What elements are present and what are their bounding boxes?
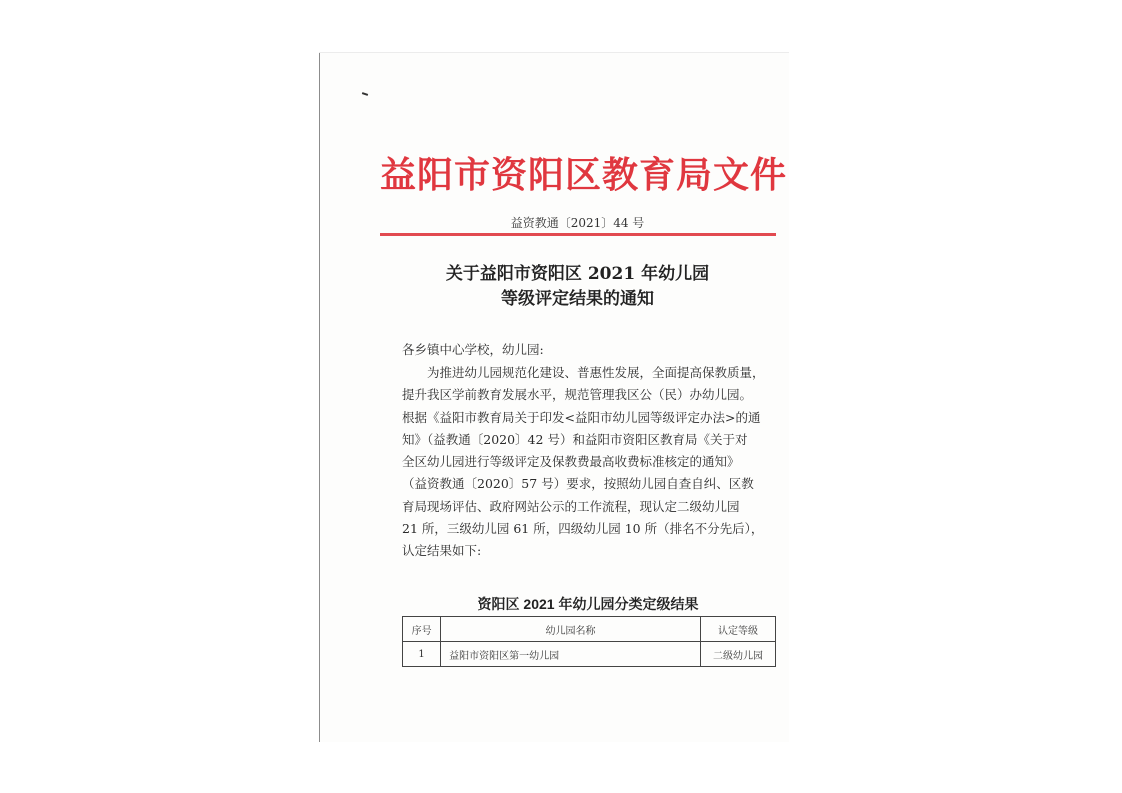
body-paragraph [402,362,774,563]
page-top-edge [319,52,789,53]
body-line: 提升我区学前教育发展水平，规范管理我区公（民）办幼儿园。 [402,387,753,403]
body-line: 认定结果如下: [402,543,482,559]
body-line: 根据《益阳市教育局关于印发<益阳市幼儿园等级评定办法>的通 [402,409,761,425]
red-divider-rule [380,233,776,236]
salutation: 各乡镇中心学校，幼儿园: [402,342,544,357]
page-left-edge [319,52,320,742]
row-kindergarten-name: 益阳市资阳区第一幼儿园 [441,642,701,667]
subject-line-1: 关于益阳市资阳区 2021 年幼儿园 [445,264,710,284]
row-grade: 二级幼儿园 [700,642,775,667]
body-line: 知》（益教通〔2020〕42 号）和益阳市资阳区教育局《关于对 [402,431,748,447]
row-index: 1 [403,642,441,667]
document-number: 益资教通〔2021〕44 号 [510,216,645,230]
body-line: 21 所，三级幼儿园 61 所，四级幼儿园 10 所（排名不分先后）， [402,521,764,537]
body-line: 育局现场评估、政府网站公示的工作流程，现认定二级幼儿园 [402,498,740,514]
body-line: 为推进幼儿园规范化建设、普惠性发展，全面提高保教质量， [427,365,765,380]
header-kindergarten-name: 幼儿园名称 [441,617,701,642]
results-table [402,616,776,667]
table-header-row [403,617,776,642]
notice-subject [380,262,775,312]
table-row [403,642,776,667]
header-grade: 认定等级 [700,617,775,642]
body-line: 全区幼儿园进行等级评定及保教费最高收费标准核定的通知》 [402,454,740,470]
document-header-title: 益阳市资阳区教育局文件 [380,154,788,196]
table-title: 资阳区 2021 年幼儿园分类定级结果 [477,596,699,612]
body-line: （益资教通〔2020〕57 号）要求，按照幼儿园自查自纠、区教 [402,476,754,492]
subject-line-2: 等级评定结果的通知 [501,289,654,309]
header-index: 序号 [403,617,441,642]
